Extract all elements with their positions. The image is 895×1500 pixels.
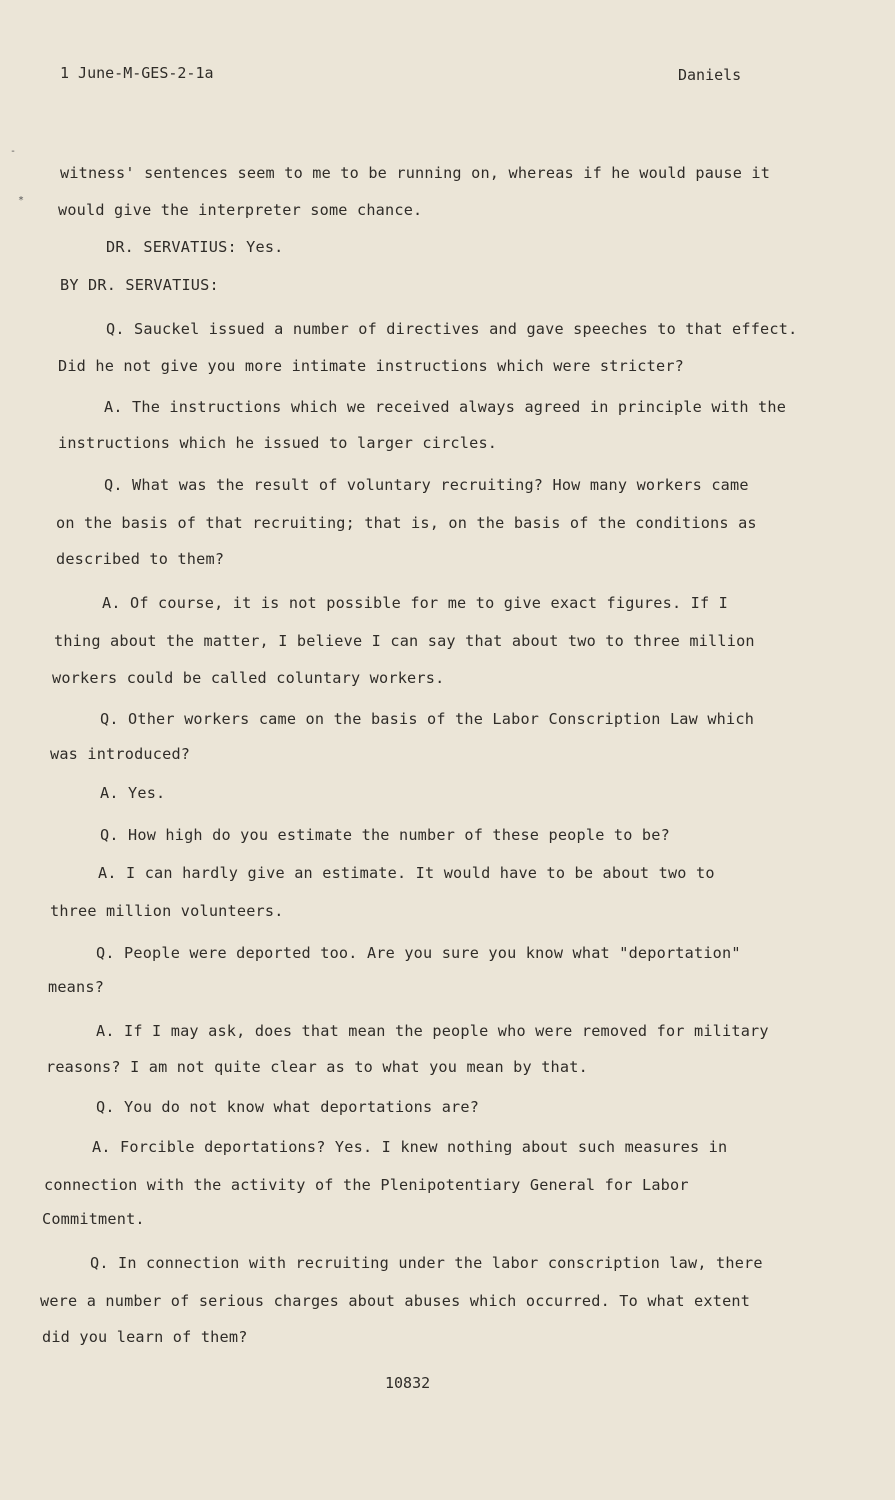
text-line: Q. How high do you estimate the number of these people to be?	[100, 826, 670, 844]
text-line: Q. In connection with recruiting under the labor conscription law, there	[90, 1254, 763, 1272]
text-line: three million volunteers.	[50, 902, 284, 920]
text-line: reasons? I am not quite clear as to what you mean by that.	[46, 1058, 588, 1076]
text-line: means?	[48, 978, 105, 996]
text-line: Did he not give you more intimate instructions which were stricter?	[58, 357, 685, 375]
text-line: A. Forcible deportations? Yes. I knew nothing about such measures in	[92, 1138, 728, 1156]
text-line: A. The instructions which we received always agreed in principle with the	[104, 398, 787, 416]
margin-mark: *	[18, 195, 25, 206]
text-line: Q. People were deported too. Are you sure you know what "deportation"	[96, 944, 741, 962]
text-line: described to them?	[56, 550, 225, 568]
text-line: Commitment.	[42, 1210, 145, 1228]
text-line: on the basis of that recruiting; that is, on the basis of the conditions as	[56, 514, 757, 532]
document-reference: 1 June-M-GES-2-1a	[60, 64, 214, 82]
text-line: DR. SERVATIUS: Yes.	[106, 238, 284, 256]
text-line: witness' sentences seem to me to be running on, whereas if he would pause it	[60, 164, 771, 182]
text-line: would give the interpreter some chance.	[58, 201, 423, 219]
margin-mark: -	[10, 146, 17, 157]
text-line: Q. You do not know what deportations are?	[96, 1098, 480, 1116]
text-line: A. Of course, it is not possible for me to give exact figures. If I	[102, 594, 729, 612]
text-line: Q. What was the result of voluntary recruiting? How many workers came	[104, 476, 749, 494]
text-line: Q. Sauckel issued a number of directives and gave speeches to that effect.	[106, 320, 798, 338]
text-line: did you learn of them?	[42, 1328, 248, 1346]
page-number: 10832	[385, 1374, 431, 1392]
text-line: connection with the activity of the Plenipotentiary General for Labor	[44, 1176, 689, 1194]
speaker-name: Daniels	[678, 66, 742, 84]
text-line: was introduced?	[50, 745, 191, 763]
text-line: thing about the matter, I believe I can say that about two to three million	[54, 632, 755, 650]
text-line: workers could be called coluntary workers.	[52, 669, 445, 687]
text-line: A. I can hardly give an estimate. It would have to be about two to	[98, 864, 715, 882]
text-line: A. If I may ask, does that mean the people who were removed for military	[96, 1022, 769, 1040]
text-line: Q. Other workers came on the basis of the Labor Conscription Law which	[100, 710, 755, 728]
text-line: BY DR. SERVATIUS:	[60, 276, 219, 294]
text-line: instructions which he issued to larger circles.	[58, 434, 498, 452]
text-line: were a number of serious charges about abuses which occurred. To what extent	[40, 1292, 751, 1310]
text-line: A. Yes.	[100, 784, 166, 802]
